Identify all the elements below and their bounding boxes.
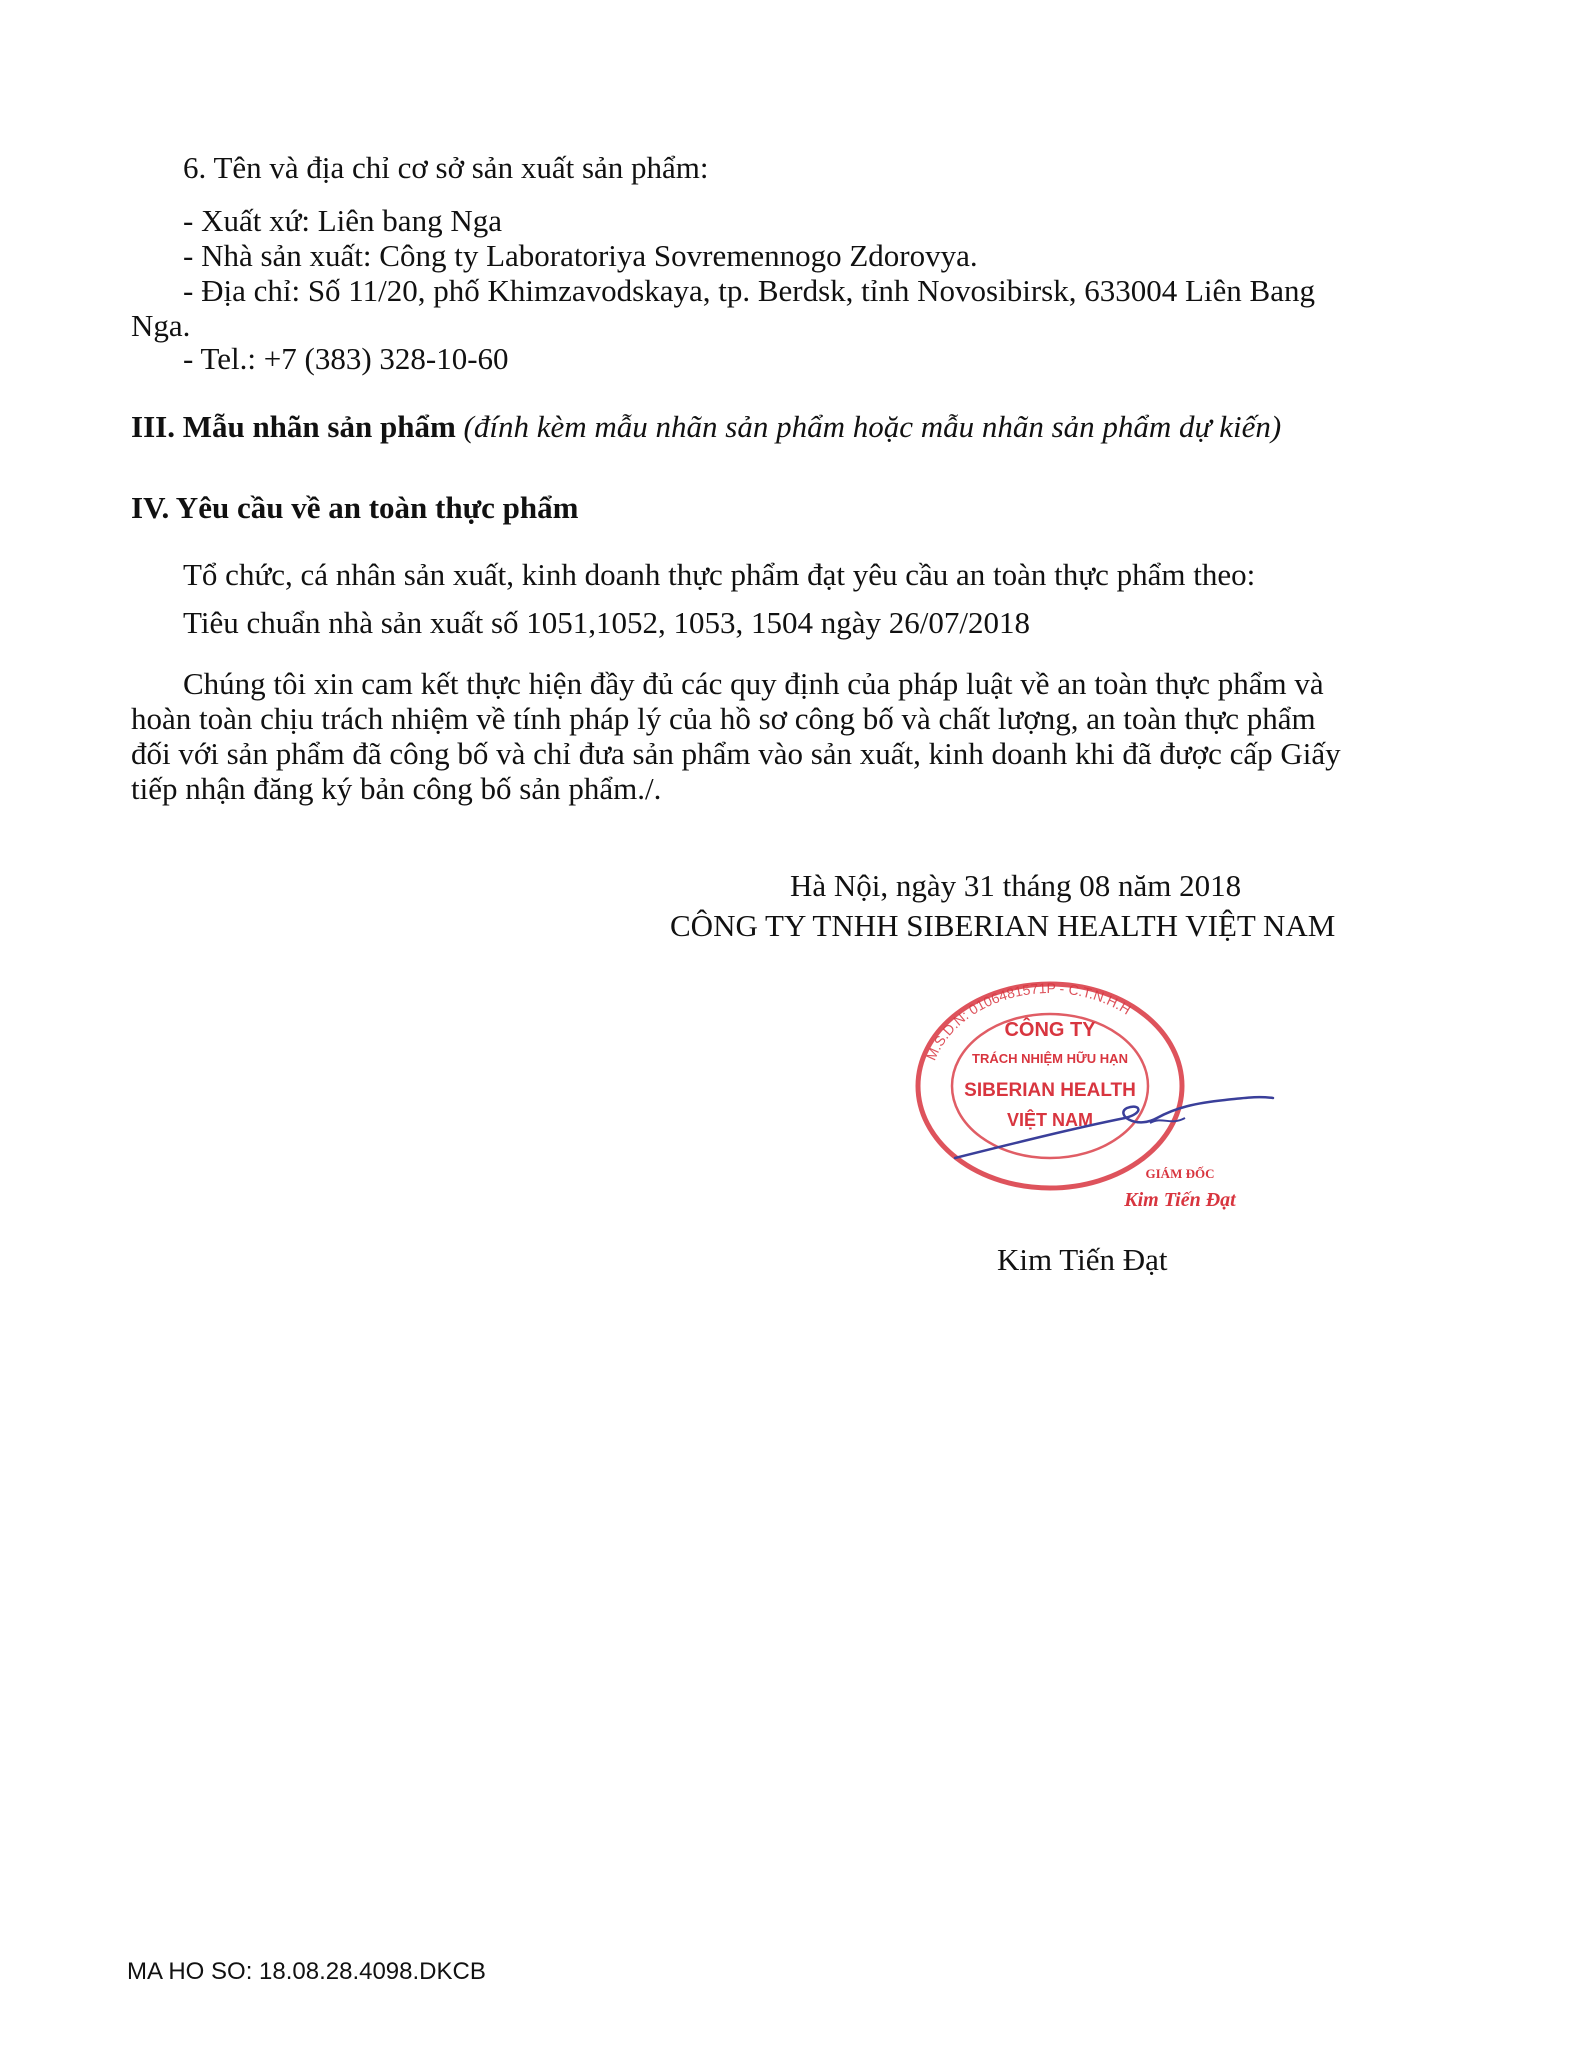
section3-title: III. Mẫu nhãn sản phẩm xyxy=(131,409,456,444)
stamp-ring-text: M.S.D.N: 0106481571P - C.T.N.H.H xyxy=(922,979,1134,1063)
manufacturer-line: - Nhà sản xuất: Công ty Laboratoriya Sovremennogo Zdorovya. xyxy=(183,238,978,273)
company-name: CÔNG TY TNHH SIBERIAN HEALTH VIỆT NAM xyxy=(670,908,1336,943)
section3-note: (đính kèm mẫu nhãn sản phẩm hoặc mẫu nhãn sản phẩm dự kiến) xyxy=(463,409,1282,444)
commitment-line-1: Chúng tôi xin cam kết thực hiện đầy đủ các quy định của pháp luật về an toàn thực phẩm và xyxy=(183,666,1324,701)
tel-line: - Tel.: +7 (383) 328-10-60 xyxy=(183,341,509,376)
document-code: MA HO SO: 18.08.28.4098.DKCB xyxy=(127,1958,486,1985)
commitment-line-4: tiếp nhận đăng ký bản công bố sản phẩm./. xyxy=(131,771,662,806)
origin-line: - Xuất xứ: Liên bang Nga xyxy=(183,203,502,238)
signer-name: Kim Tiến Đạt xyxy=(997,1242,1168,1277)
signer-script: Kim Tiến Đạt xyxy=(1124,1189,1236,1211)
stamp-text-4: VIỆT NAM xyxy=(1006,1110,1094,1130)
stamp-text-1: CÔNG TY xyxy=(1004,1019,1096,1041)
section4-line-1: Tổ chức, cá nhân sản xuất, kinh doanh thực phẩm đạt yêu cầu an toàn thực phẩm theo: xyxy=(183,557,1256,592)
commitment-line-3: đối với sản phẩm đã công bố và chỉ đưa sản phẩm vào sản xuất, kinh doanh khi đã được cấp Giấy xyxy=(131,736,1341,771)
director-title: GIÁM ĐỐC xyxy=(1145,1166,1215,1181)
section6-heading: 6. Tên và địa chỉ cơ sở sản xuất sản phẩm: xyxy=(183,150,709,185)
address-line-1: - Địa chỉ: Số 11/20, phố Khimzavodskaya, tp. Berdsk, tỉnh Novosibirsk, 633004 Liên Bang xyxy=(183,273,1315,308)
section4-line-2: Tiêu chuẩn nhà sản xuất số 1051,1052, 1053, 1504 ngày 26/07/2018 xyxy=(183,605,1030,640)
stamp-text-2: TRÁCH NHIỆM HỮU HẠN xyxy=(972,1051,1128,1066)
company-stamp xyxy=(895,968,1325,1223)
section3-heading xyxy=(131,409,1281,445)
address-line-2: Nga. xyxy=(131,308,191,343)
stamp-text-3: SIBERIAN HEALTH xyxy=(964,1080,1136,1101)
section4-title: IV. Yêu cầu về an toàn thực phẩm xyxy=(131,490,579,525)
stamp-signature-graphic xyxy=(895,968,1325,1223)
commitment-line-2: hoàn toàn chịu trách nhiệm về tính pháp lý của hồ sơ công bố và chất lượng, an toàn thực phẩm xyxy=(131,701,1316,736)
place-date: Hà Nội, ngày 31 tháng 08 năm 2018 xyxy=(790,868,1242,903)
